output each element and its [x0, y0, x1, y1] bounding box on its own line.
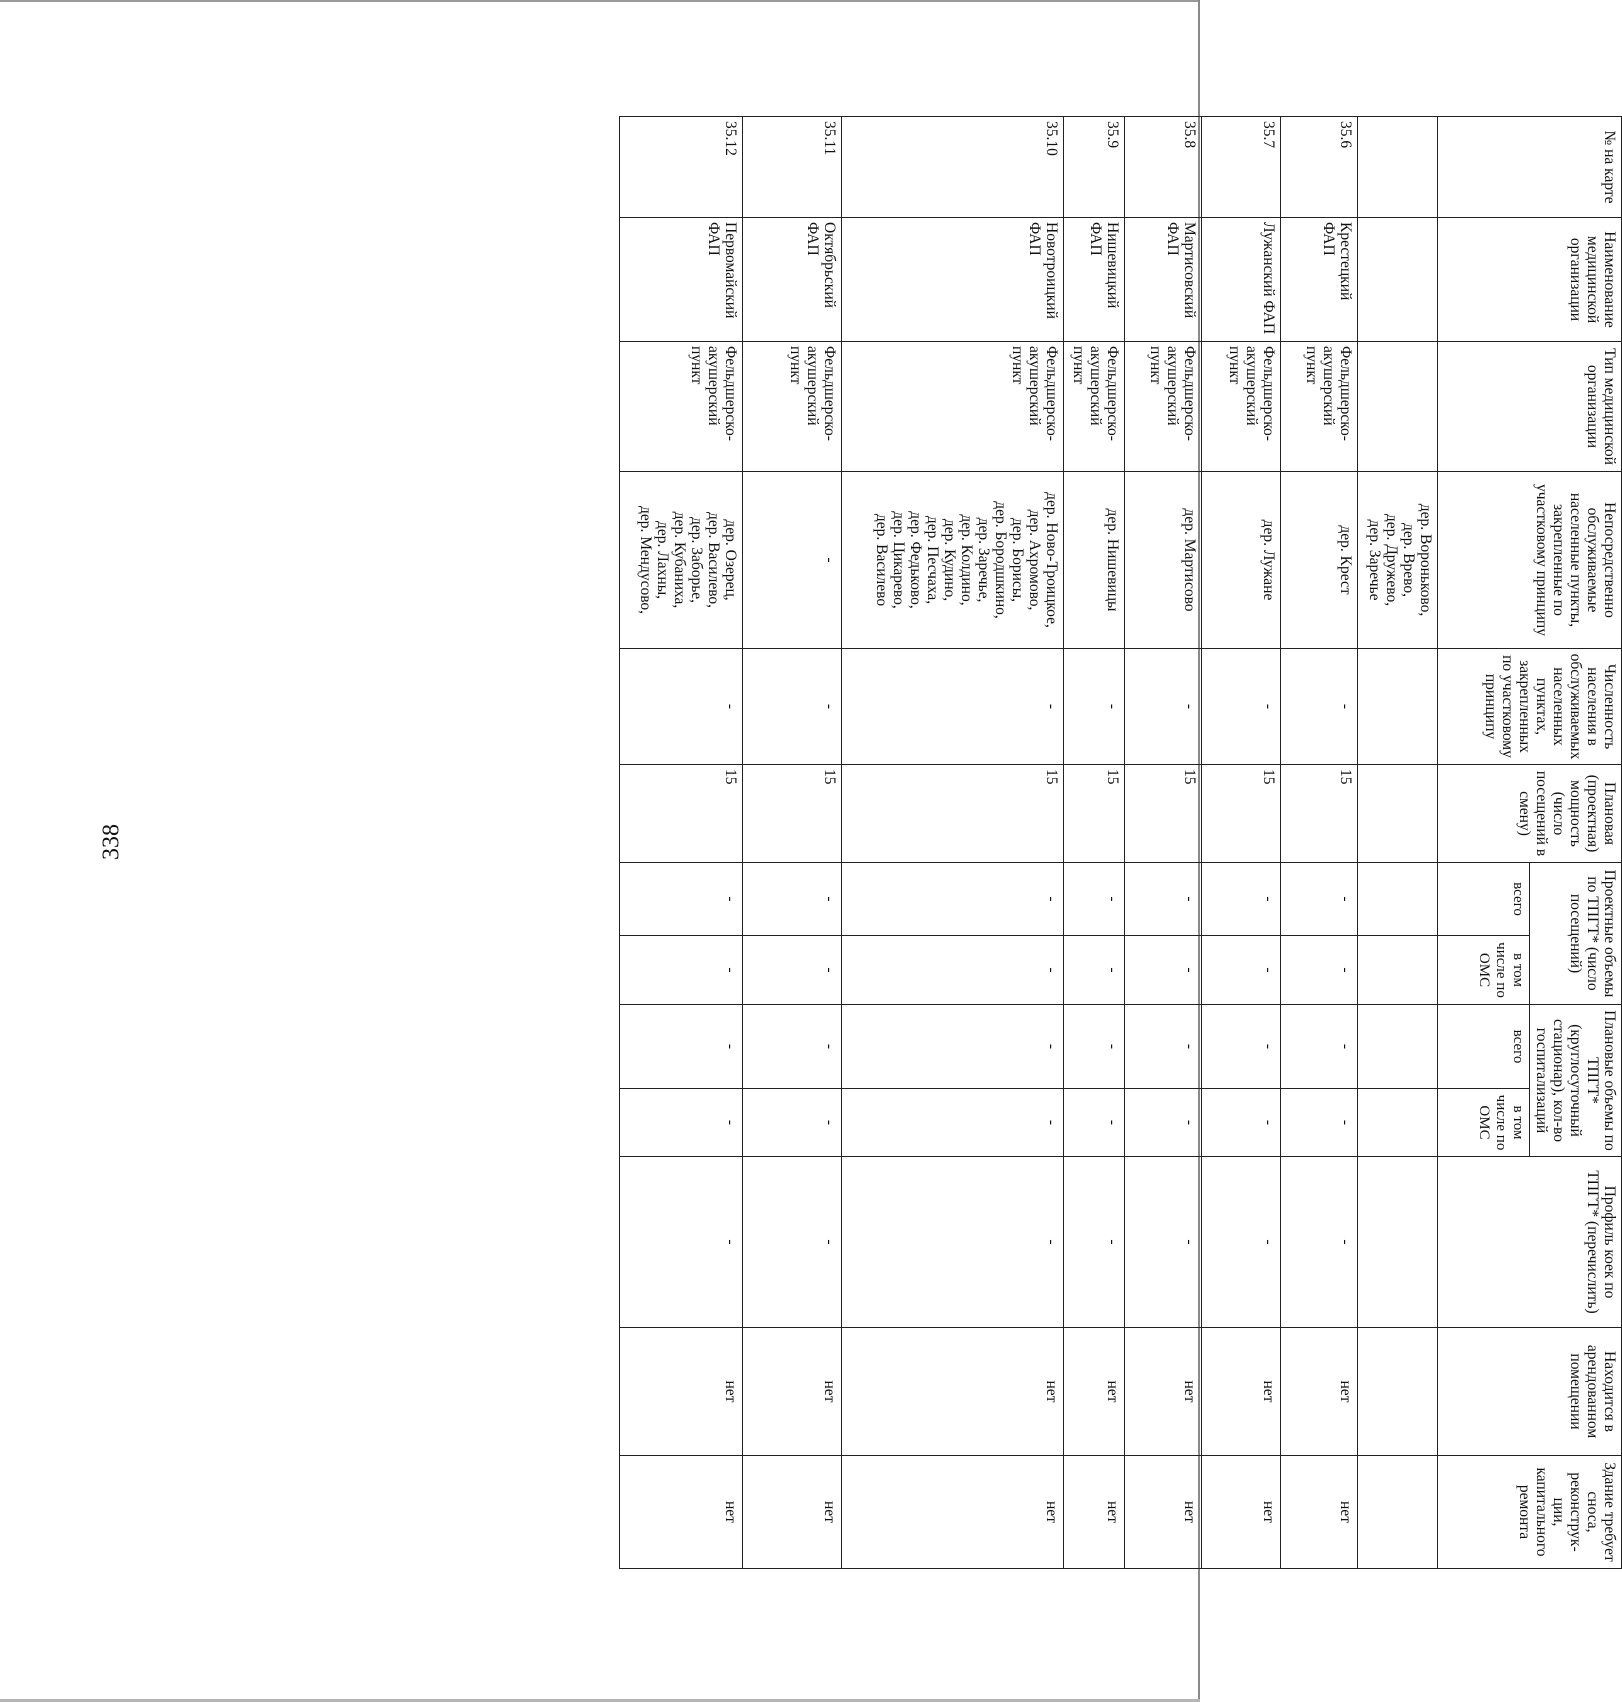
cell-empty [1358, 1089, 1438, 1157]
cell-population: - [1281, 649, 1358, 765]
cell-capacity: 15 [1202, 765, 1281, 863]
cell-planned-oms: - [1063, 1089, 1125, 1157]
cell-design-total: - [1125, 863, 1202, 936]
scan-edge-top [0, 0, 1200, 2]
settlement-name: - [820, 557, 838, 563]
header-capacity: Плановая (проектная) мощность (число посещений в смену) [1438, 765, 1622, 863]
cell-design-oms: - [1063, 936, 1125, 1005]
cell-org-type: Фельдшерско-акушерский пункт [743, 342, 842, 472]
subheader-planned-total: всего [1438, 1005, 1530, 1089]
cell-design-total: - [620, 863, 743, 936]
cell-org-name: Нишевицкий ФАП [1063, 218, 1125, 342]
settlement-name: дер. Нишевицы [1104, 508, 1122, 612]
settlement-name: дер. Мартисово [1181, 508, 1199, 612]
settlement-name: дер. Лужане [1260, 519, 1277, 601]
settlement-name: дер. Бородшкино, [991, 501, 1009, 619]
cell-bed-profile: - [1281, 1157, 1358, 1328]
cell-map-no: 35.6 [1281, 117, 1358, 218]
settlement-name: дер. Василево [872, 513, 890, 607]
header-demolition: Здание требует сноса, реконструк-ции, капитального ремонта [1438, 1456, 1622, 1569]
cell-design-oms: - [841, 936, 1063, 1005]
cell-demolition: нет [1063, 1456, 1125, 1569]
cell-population: - [1125, 649, 1202, 765]
cell-empty [1358, 1328, 1438, 1456]
cell-planned-total: - [620, 1005, 743, 1089]
cell-org-name: Лужанский ФАП [1202, 218, 1281, 342]
cell-org-name: Первомайский ФАП [620, 218, 743, 342]
cell-map-no: 35.10 [841, 117, 1063, 218]
header-rented: Находится в арендованном помещении [1438, 1328, 1622, 1456]
cell-population: - [1202, 649, 1281, 765]
cell-rented: нет [1063, 1328, 1125, 1456]
settlement-name: дер. Василево, [705, 511, 723, 609]
cell-planned-oms: - [743, 1089, 842, 1157]
cell-rented: нет [841, 1328, 1063, 1456]
settlement-name: дер. Дружево, [1383, 513, 1400, 607]
cell-rented: нет [743, 1328, 842, 1456]
cell-settlements [1358, 472, 1438, 649]
cell-settlements [620, 472, 743, 649]
settlement-name: дер. Ахромово, [1025, 509, 1043, 611]
rotated-table-container [619, 116, 1622, 1568]
cell-demolition: нет [1281, 1456, 1358, 1569]
cell-design-total: - [743, 863, 842, 936]
cell-capacity: 15 [841, 765, 1063, 863]
cell-capacity: 15 [743, 765, 842, 863]
cell-map-no: 35.12 [620, 117, 743, 218]
cell-planned-oms: - [620, 1089, 743, 1157]
cell-empty [1358, 649, 1438, 765]
subheader-design-total: всего [1438, 863, 1530, 936]
cell-org-type: Фельдшерско-акушерский пункт [841, 342, 1063, 472]
cell-design-total: - [1281, 863, 1358, 936]
cell-planned-total: - [841, 1005, 1063, 1089]
cell-map-no: 35.8 [1125, 117, 1202, 218]
table-row-continuation [1358, 117, 1438, 1569]
cell-org-name: Мартисовский ФАП [1125, 218, 1202, 342]
cell-demolition: нет [1202, 1456, 1281, 1569]
cell-bed-profile: - [620, 1157, 743, 1328]
subheader-design-oms: в том числе по ОМС [1438, 936, 1530, 1005]
cell-design-oms: - [1125, 936, 1202, 1005]
header-org-name: Наименование медицинской организации [1438, 218, 1622, 342]
settlement-name: дер. Кудино, [940, 518, 958, 602]
page-number: 338 [98, 824, 125, 860]
cell-design-total: - [1202, 863, 1281, 936]
cell-empty [1358, 1005, 1438, 1089]
cell-demolition: нет [1125, 1456, 1202, 1569]
cell-rented: нет [620, 1328, 743, 1456]
cell-capacity: 15 [1063, 765, 1125, 863]
cell-settlements [1063, 472, 1125, 649]
cell-empty [1358, 218, 1438, 342]
cell-capacity: 15 [1281, 765, 1358, 863]
cell-settlements [743, 472, 842, 649]
settlement-name: дер. Лахны, [654, 521, 672, 599]
cell-settlements [1125, 472, 1202, 649]
settlement-name: дер. Вороньково, [1417, 503, 1434, 617]
table-row [1063, 117, 1125, 1569]
settlement-name: дер. Федьково, [906, 511, 924, 609]
cell-rented: нет [1281, 1328, 1358, 1456]
cell-bed-profile: - [743, 1157, 842, 1328]
cell-planned-total: - [1281, 1005, 1358, 1089]
cell-population: - [620, 649, 743, 765]
cell-planned-total: - [1202, 1005, 1281, 1089]
cell-population: - [841, 649, 1063, 765]
cell-empty [1358, 117, 1438, 218]
cell-planned-oms: - [1281, 1089, 1358, 1157]
cell-map-no: 35.11 [743, 117, 842, 218]
cell-map-no: 35.7 [1202, 117, 1281, 218]
cell-bed-profile: - [841, 1157, 1063, 1328]
cell-org-name: Новотроицкий ФАП [841, 218, 1063, 342]
table-row [1281, 117, 1358, 1569]
cell-settlements [1281, 472, 1358, 649]
cell-population: - [1063, 649, 1125, 765]
cell-empty [1358, 342, 1438, 472]
table-row [841, 117, 1063, 1569]
table-row [620, 117, 743, 1569]
settlement-name: дер. Песчаха, [923, 515, 941, 605]
cell-org-type: Фельдшерско-акушерский пункт [1281, 342, 1358, 472]
cell-org-type: Фельдшерско-акушерский пункт [1063, 342, 1125, 472]
cell-rented: нет [1125, 1328, 1202, 1456]
cell-planned-total: - [1125, 1005, 1202, 1089]
cell-settlements [841, 472, 1063, 649]
cell-empty [1358, 936, 1438, 1005]
cell-population: - [743, 649, 842, 765]
cell-design-total: - [1063, 863, 1125, 936]
cell-map-no: 35.9 [1063, 117, 1125, 218]
settlement-name: дер. Заборье, [688, 516, 706, 604]
settlement-name: дер. Заречье [1366, 519, 1383, 601]
cell-planned-oms: - [841, 1089, 1063, 1157]
cell-demolition: нет [743, 1456, 842, 1569]
settlement-name: дер. Озерец, [722, 519, 740, 601]
cell-org-name: Крестецкий ФАП [1281, 218, 1358, 342]
cell-design-oms: - [1202, 936, 1281, 1005]
settlement-name: дер. Ново-Троицкое, [1042, 492, 1060, 628]
cell-bed-profile: - [1063, 1157, 1125, 1328]
cell-rented: нет [1202, 1328, 1281, 1456]
settlement-name: дер. Цикарево, [889, 511, 907, 609]
settlement-name: дер. Крест [1337, 525, 1355, 595]
cell-planned-oms: - [1125, 1089, 1202, 1157]
cell-org-type: Фельдшерско-акушерский пункт [1125, 342, 1202, 472]
header-settlements: Непосредственно обслуживаемые населенные пункты, закрепленные по участковому принципу [1438, 472, 1622, 649]
cell-bed-profile: - [1125, 1157, 1202, 1328]
table-row [1202, 117, 1281, 1569]
settlement-name: дер. Мендусово, [637, 505, 655, 615]
cell-empty [1358, 1456, 1438, 1569]
cell-planned-total: - [743, 1005, 842, 1089]
settlement-name: дер. Колдино, [957, 514, 975, 606]
cell-empty [1358, 1157, 1438, 1328]
settlement-name: дер. Борисы, [1008, 517, 1026, 603]
cell-demolition: нет [841, 1456, 1063, 1569]
settlement-name: дер. Врево, [1400, 522, 1417, 598]
cell-design-oms: - [1281, 936, 1358, 1005]
header-bed-profile: Профиль коек по ТПГТ* (перечислить) [1438, 1157, 1622, 1328]
cell-org-type: Фельдшерско-акушерский пункт [620, 342, 743, 472]
table-row [743, 117, 842, 1569]
cell-design-total: - [841, 863, 1063, 936]
table-row [1125, 117, 1202, 1569]
cell-design-oms: - [620, 936, 743, 1005]
settlement-name: дер. Заречье, [974, 517, 992, 603]
cell-capacity: 15 [620, 765, 743, 863]
cell-demolition: нет [620, 1456, 743, 1569]
medical-organizations-table [619, 116, 1622, 1569]
header-design-volumes: Проектные объемы по ТПГТ* (число посещений) [1530, 863, 1622, 1005]
rotated-table-frame [170, 116, 1618, 1568]
settlement-name: дер. Кубаниха, [671, 511, 689, 609]
cell-empty [1358, 765, 1438, 863]
cell-design-oms: - [743, 936, 842, 1005]
header-population: Численность населения в обслуживаемых населенных пунктах, закрепленных по участковому принципу [1438, 649, 1622, 765]
subheader-planned-oms: в том числе по ОМС [1438, 1089, 1530, 1157]
cell-org-name: Октябрьский ФАП [743, 218, 842, 342]
header-planned-volumes: Плановые объемы по ТПГТ* (круглосуточный стационар), кол-во госпитализаций [1530, 1005, 1622, 1157]
cell-bed-profile: - [1202, 1157, 1281, 1328]
cell-empty [1358, 863, 1438, 936]
header-org-type: Тип медицинской организации [1438, 342, 1622, 472]
cell-settlements [1202, 472, 1281, 649]
cell-capacity: 15 [1125, 765, 1202, 863]
cell-org-type: Фельдшерско-акушерский пункт [1202, 342, 1281, 472]
cell-planned-oms: - [1202, 1089, 1281, 1157]
header-map-no: № на карте [1438, 117, 1622, 218]
cell-planned-total: - [1063, 1005, 1125, 1089]
